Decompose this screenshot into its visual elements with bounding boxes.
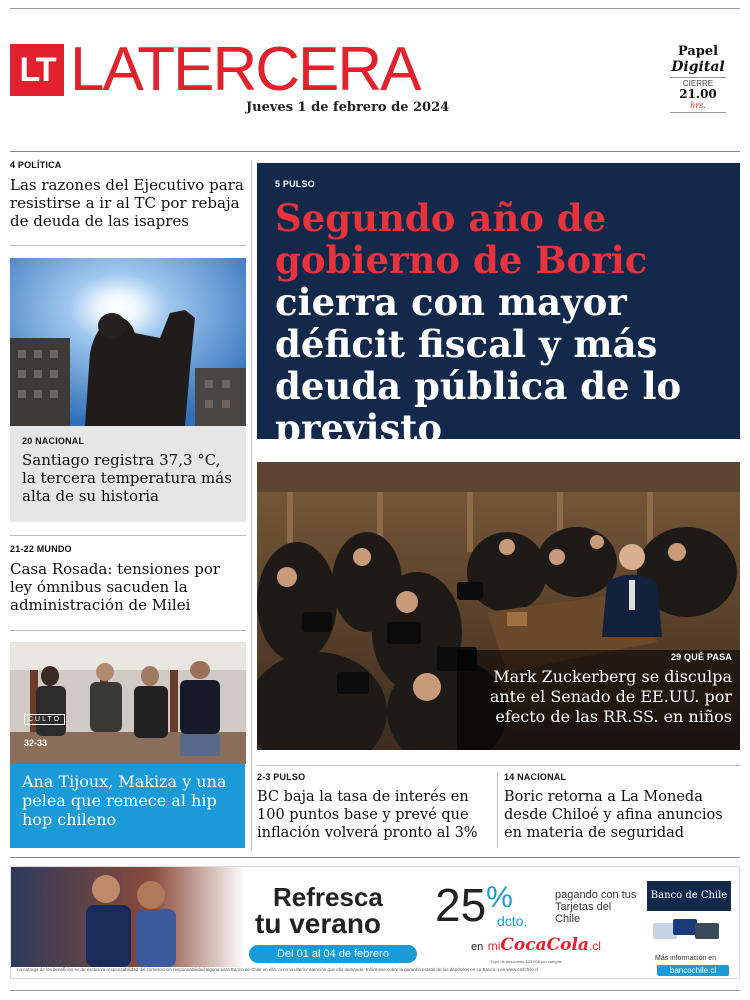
- masthead-rule: [10, 151, 740, 152]
- cards-graphic: [653, 917, 725, 945]
- ad-dates[interactable]: Del 01 al 04 de febrero: [249, 945, 417, 963]
- ad-legal: La entrega de los beneficios es de exclusiva responsabilidad del comercio sin responsabilidad alguna para Banco de Chile en ella, ni en la ulterior atención que ello demande. Infórmese sobre la garantía estatal de los depósitos en su Banco o en www.cmfchile.cl: [17, 967, 539, 972]
- culto-pages: 32-33: [24, 738, 48, 748]
- story-politica[interactable]: [10, 160, 246, 230]
- papel-line2: Digital: [671, 59, 725, 75]
- cierre-time: 21.00: [679, 87, 717, 101]
- top-rule: [10, 8, 740, 9]
- ad-line1: Refresca: [273, 882, 383, 912]
- ad-en: en: [471, 941, 484, 953]
- photo-story[interactable]: [457, 652, 732, 727]
- ad-pct-sign: %: [486, 881, 513, 914]
- divider: [10, 535, 246, 536]
- photo-story-kicker: 29 QUÉ PASA: [670, 652, 732, 662]
- lead-kicker: 5 PULSO: [275, 179, 315, 189]
- story-nacional-heat[interactable]: [10, 426, 246, 522]
- story-headline: Casa Rosada: tensiones por ley ómnibus sacuden la administración de Milei: [10, 560, 221, 614]
- ad-photo: [11, 867, 246, 967]
- ad-line2: tu verano: [255, 908, 382, 939]
- cierre-label: CIERRE: [670, 77, 726, 88]
- story-kicker: 21-22 MUNDO: [10, 544, 72, 554]
- heat-photo[interactable]: [10, 258, 246, 426]
- lead-story[interactable]: [257, 163, 740, 450]
- story-kicker: 4 POLÍTICA: [10, 160, 62, 170]
- ad-more-info: Más información en: [655, 955, 717, 962]
- ad-brand: CocaCola: [500, 935, 589, 955]
- story-headline: Boric retorna a La Moneda desde Chiloé y afina anuncios en materia de seguridad: [504, 789, 723, 841]
- column-rule: [497, 772, 498, 848]
- column-rule: [251, 160, 252, 850]
- banco-chile-ad[interactable]: [10, 866, 740, 979]
- cierre-unit: hrs.: [670, 101, 726, 113]
- ad-url[interactable]: bancochile.cl: [657, 965, 729, 976]
- lead-headline-white: cierra con mayor déficit fiscal y más deuda pública de lo previsto: [275, 280, 682, 450]
- story-pulso-bc[interactable]: [257, 772, 492, 842]
- divider: [10, 630, 246, 631]
- story-headline: Las razones del Ejecutivo para resistirse a ir al TC por rebaja de deuda de las isapres: [10, 176, 244, 230]
- bank-logo[interactable]: Banco de Chile: [647, 881, 731, 911]
- bottom-rule: [10, 990, 740, 991]
- heat-photo-image: [10, 258, 246, 426]
- story-kicker: 2-3 PULSO: [257, 772, 306, 782]
- brand-logo[interactable]: LATERCERA: [70, 35, 420, 104]
- ad-pct-value: 25: [435, 879, 487, 931]
- lead-headline-red: Segundo año de gobierno de Boric: [275, 196, 648, 282]
- ad-mi: mi: [487, 939, 501, 953]
- story-headline: Ana Tijoux, Makiza y una pelea que remece al hip hop chileno: [22, 772, 227, 829]
- papel-digital-box[interactable]: [670, 44, 726, 113]
- ad-tope: *Tope de descuento $25.000 por compra.: [489, 959, 563, 964]
- photo-story-headline: Mark Zuckerberg se disculpa ante el Senado de EE.UU. por efecto de las RR.SS. en niños: [489, 667, 732, 726]
- story-headline: Santiago registra 37,3 °C, la tercera temperatura más alta de su historia: [22, 451, 232, 505]
- story-kicker: 20 NACIONAL: [22, 436, 85, 446]
- ad-coca-logo: [471, 935, 601, 955]
- culto-photo[interactable]: [10, 642, 246, 764]
- ad-rule: [10, 857, 740, 858]
- divider: [257, 765, 740, 766]
- ad-paying: pagando con tus Tarjetas del Chile: [555, 889, 637, 925]
- story-headline: BC baja la tasa de interés en 100 puntos base y prevé que inflación volverá pronto al 3%: [257, 789, 478, 841]
- story-nacional-boric[interactable]: [504, 772, 740, 842]
- story-mundo[interactable]: [10, 544, 246, 614]
- ad-dcto: dcto.: [497, 913, 528, 929]
- story-kicker: 14 NACIONAL: [504, 772, 567, 782]
- papel-line1: Papel: [677, 44, 719, 59]
- zuckerberg-photo[interactable]: [257, 462, 740, 750]
- ad-cl: .cl: [588, 939, 601, 953]
- edition-date: Jueves 1 de febrero de 2024: [246, 100, 450, 115]
- culto-story[interactable]: [10, 764, 245, 848]
- logo-box[interactable]: LT: [10, 44, 64, 96]
- divider: [10, 245, 246, 246]
- culto-badge: CULTO: [24, 714, 65, 725]
